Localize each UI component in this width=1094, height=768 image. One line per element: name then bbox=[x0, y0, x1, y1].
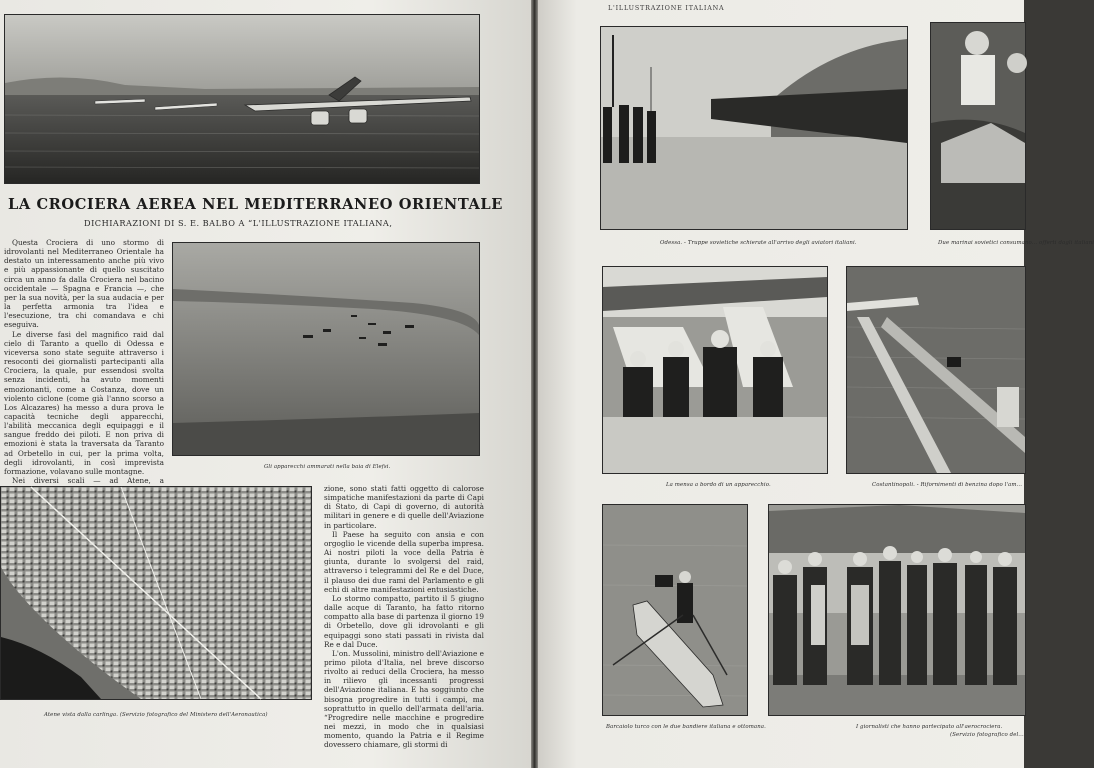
athens-aerial-photo bbox=[0, 486, 312, 700]
constantinople-refuel-photo bbox=[846, 266, 1026, 474]
paragraph: Le diverse fasi del magnifico raid dal cielo di Taranto a quello di Odessa e viceversa sono state seguite attraverso i resoconti dei giornalisti partecipanti alla Crociera, la quale, pur essendosi svolta senza incidenti, ha avuto momenti emozionanti, come a Costanza, dove un violento ciclone (come già l'anno scorso a Los Alcazares) ha messo a dura prova le capacità tecniche degli apparecchi, l'abilità meccanica degli equipaggi e il sangue freddo dei piloti. E non priva di emozioni è stata la traversata da Taranto ad Orbetello in cui, per la prima volta, degli idrovolanti, in così imprevista formazione, volavano sulle montagne. bbox=[4, 329, 164, 476]
paragraph: L'on. Mussolini, ministro dell'Aviazione e primo pilota d'Italia, nel breve discorso rivolto ai reduci della Crociera, ha messo in rilievo gli incessanti progressi dell'Aviazione italiana. E ha soggiunto che bisogna progredire in tutti i campi, ma soprattutto in quello dell'armata dell'aria. “Progredire nelle macchine e progredire nei mezzi, in modo che in qualsiasi momento, quando la Patria e il Regime dovessero chiamare, gli stormi di bbox=[324, 648, 484, 750]
caption-elefsi: Gli apparecchi ammarati nella baia di Elefsi. bbox=[264, 464, 391, 470]
paragraph: zione, sono stati fatti oggetto di calorose simpatiche manifestazioni da parte di Capi di Stato, di Capi di governo, di autorità militari in genere e di quelle dell'Aviazione in particolare. bbox=[324, 484, 484, 530]
caption-barcaiolo: Barcaiolo turco con le due bandiere italiana e ottomana. bbox=[606, 724, 766, 730]
journalists-group-photo bbox=[768, 504, 1026, 716]
elefsi-bay-photo bbox=[172, 242, 480, 456]
article-subtitle: DICHIARAZIONI DI S. E. BALBO A “L'ILLUSTRAZIONE ITALIANA, bbox=[84, 218, 393, 228]
seaplanes-photo bbox=[4, 14, 480, 184]
onboard-meal-photo bbox=[602, 266, 828, 474]
turkish-boatman-photo bbox=[602, 504, 748, 716]
caption-costantinopoli: Costantinopoli. - Rifornimenti di benzina dopo l'am... bbox=[872, 482, 1023, 488]
article-title: LA CROCIERA AEREA NEL MEDITERRANEO ORIENTALE bbox=[8, 196, 504, 213]
page-gutter bbox=[531, 0, 538, 768]
caption-marinai: Due marinai sovietici consumano... offerti dagli italiani bbox=[938, 240, 1094, 246]
photo-credit: (Servizio fotografico del... bbox=[950, 732, 1024, 738]
right-page bbox=[538, 0, 1094, 768]
paragraph: Il Paese ha seguito con ansia e con orgoglio le vicende della superba impresa. Ai nostri piloti la voce della Patria è giunta, durante lo svolgersi del raid, attraverso i telegrammi del Re e del Duce, il plauso dei due rami del Parlamento e gli echi di altre manifestazioni entusiastiche. bbox=[324, 529, 484, 594]
paragraph: Lo stormo compatto, partito il 5 giugno dalle acque di Taranto, ha fatto ritorno compatto alla base di partenza il giorno 19 di Orbetello, dove gli idrovolanti e gli equipaggi sono stati passati in rivista dal Re e dal Duce. bbox=[324, 593, 484, 649]
article-column-right bbox=[324, 484, 484, 750]
soviet-sailors-photo bbox=[930, 22, 1026, 230]
odessa-troops-photo bbox=[600, 26, 908, 230]
left-page bbox=[0, 0, 531, 768]
caption-odessa: Odessa. - Truppe sovietiche schierate all'arrivo degli aviatori italiani. bbox=[660, 240, 857, 246]
caption-mensa: La mensa a bordo di un apparecchio. bbox=[666, 482, 771, 488]
caption-atene: Atene vista dalla carlinga. (Servizio fotografico del Ministero dell'Aeronautica) bbox=[44, 712, 268, 718]
paragraph: Questa Crociera di uno stormo di idrovolanti nel Mediterraneo Orientale ha destato un interessamento anche più vivo e più appassionante di quello suscitato circa un anno fa dalla Crociera nel bacino occidentale — Spagna e Francia —, che per la sua novità, per la sua audacia e per la perfetta armonia tra l'idea e l'esecuzione, tra chi comandava e chi eseguiva. bbox=[4, 238, 164, 330]
paragraph: Nei diversi scali — ad Atene, a bbox=[12, 476, 164, 486]
article-column-left bbox=[4, 238, 164, 486]
caption-giornalisti: I giornalisti che hanno partecipato all'aerocrociera. bbox=[856, 724, 1003, 730]
running-head: L'ILLUSTRAZIONE ITALIANA bbox=[608, 4, 725, 12]
